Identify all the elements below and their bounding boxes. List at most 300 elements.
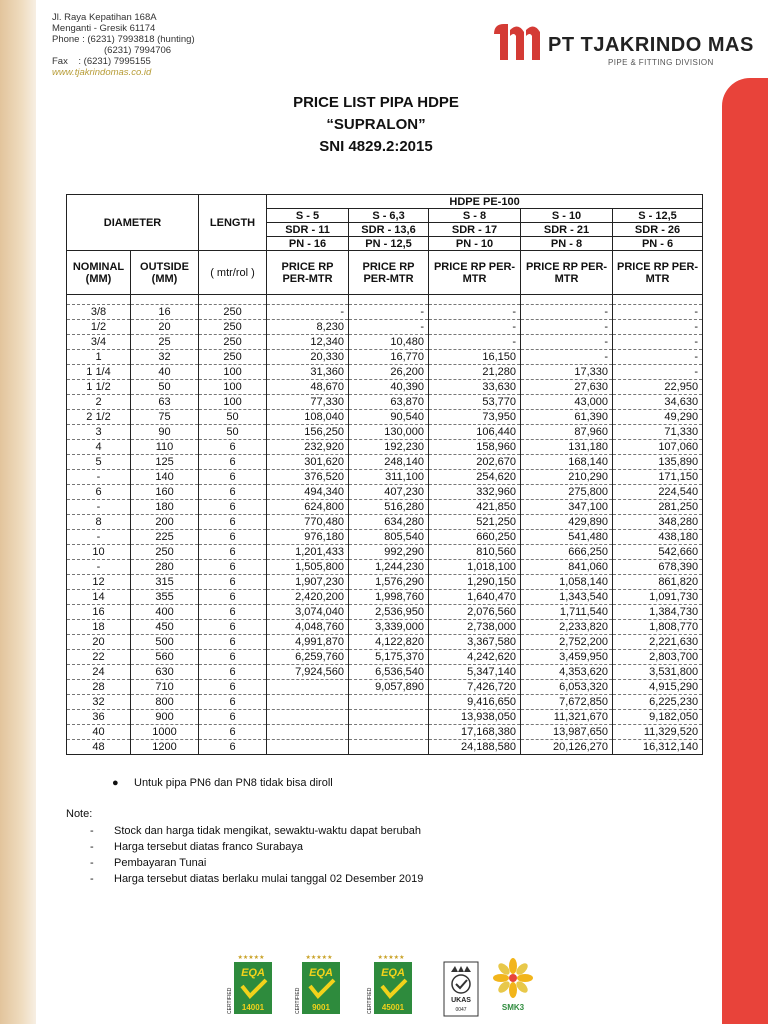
svg-text:★★★★★: ★★★★★ [377,955,405,961]
price-cell: 4,122,820 [349,635,429,650]
price-cell: 158,960 [429,440,521,455]
length-cell: 100 [199,395,267,410]
price-cell: 40,390 [349,380,429,395]
note-text: Pembayaran Tunai [114,857,207,869]
price-cell: 33,630 [429,380,521,395]
price-cell: 1,907,230 [267,575,349,590]
table-row [67,590,703,605]
bullet-note-text: Untuk pipa PN6 dan PN8 tidak bisa diroll [134,777,333,789]
nominal-cell: 1 1/2 [67,380,131,395]
header-price: PRICE RP PER-MTR [613,251,703,295]
length-cell: 6 [199,605,267,620]
note-text: Harga tersebut diatas berlaku mulai tanggal 02 Desember 2019 [114,873,424,885]
outside-cell: 90 [131,425,199,440]
svg-text:14001: 14001 [241,1003,265,1012]
header-sdr: SDR - 17 [429,223,521,237]
header-hdpe-group: HDPE PE-100 [267,195,703,209]
price-cell: 275,800 [521,485,613,500]
price-cell: 421,850 [429,500,521,515]
svg-text:EQA: EQA [309,967,333,979]
company-division: PIPE & FITTING DIVISION [608,58,714,67]
outside-cell: 250 [131,545,199,560]
nominal-cell: 24 [67,665,131,680]
header-price: PRICE RP PER-MTR [349,251,429,295]
right-decorative-band [722,78,768,1024]
price-cell: 16,770 [349,350,429,365]
table-row [67,710,703,725]
table-row [67,395,703,410]
nominal-cell: - [67,500,131,515]
price-cell: 2,233,820 [521,620,613,635]
table-row [67,680,703,695]
price-cell: 192,230 [349,440,429,455]
length-cell: 6 [199,485,267,500]
nominal-cell: 18 [67,620,131,635]
outside-cell: 560 [131,650,199,665]
price-cell: 12,340 [267,335,349,350]
price-cell: 1,998,760 [349,590,429,605]
price-cell: - [521,335,613,350]
price-cell: 6,536,540 [349,665,429,680]
outside-cell: 25 [131,335,199,350]
header-series: S - 12,5 [613,209,703,223]
outside-cell: 500 [131,635,199,650]
nominal-cell: 12 [67,575,131,590]
outside-cell: 75 [131,410,199,425]
price-cell: 407,230 [349,485,429,500]
nominal-cell: 1 1/4 [67,365,131,380]
length-cell: 6 [199,470,267,485]
price-cell: 7,672,850 [521,695,613,710]
length-cell: 100 [199,365,267,380]
price-cell: 521,250 [429,515,521,530]
outside-cell: 355 [131,590,199,605]
outside-cell: 125 [131,455,199,470]
header-mtr-rol: ( mtr/rol ) [199,251,267,295]
price-cell: 4,048,760 [267,620,349,635]
length-cell: 6 [199,725,267,740]
table-row [67,485,703,500]
price-cell: 347,100 [521,500,613,515]
price-cell: 130,000 [349,425,429,440]
outside-cell: 16 [131,305,199,320]
header-series: S - 10 [521,209,613,223]
price-cell: 61,390 [521,410,613,425]
price-cell: 1,505,800 [267,560,349,575]
note-title: Note: [66,808,93,820]
price-cell [267,725,349,740]
price-cell: 660,250 [429,530,521,545]
price-cell: 624,800 [267,500,349,515]
nominal-cell: 3 [67,425,131,440]
length-cell: 100 [199,380,267,395]
price-cell: 43,000 [521,395,613,410]
header-sdr: SDR - 21 [521,223,613,237]
outside-cell: 400 [131,605,199,620]
outside-cell: 110 [131,440,199,455]
price-cell: 348,280 [613,515,703,530]
bullet-dot: ● [112,777,119,789]
price-cell: 17,330 [521,365,613,380]
price-cell: 13,938,050 [429,710,521,725]
table-row [67,530,703,545]
price-cell [349,695,429,710]
logo-mark-icon [492,20,542,62]
outside-cell: 630 [131,665,199,680]
length-cell: 6 [199,575,267,590]
table-row [67,740,703,755]
svg-text:UKAS: UKAS [451,997,471,1004]
smk3-logo-icon [488,952,538,1018]
price-cell: 3,074,040 [267,605,349,620]
svg-text:CERTIFIED: CERTIFIED [367,987,373,1014]
svg-text:★★★★★: ★★★★★ [237,955,265,961]
price-cell: 248,140 [349,455,429,470]
price-cell: 7,426,720 [429,680,521,695]
length-cell: 250 [199,320,267,335]
svg-text:★★★★★: ★★★★★ [305,955,333,961]
outside-cell: 710 [131,680,199,695]
nominal-cell: 1/2 [67,320,131,335]
note-item: - Pembayaran Tunai [90,857,207,869]
nominal-cell: 28 [67,680,131,695]
note-text: Stock dan harga tidak mengikat, sewaktu-waktu dapat berubah [114,825,421,837]
title-line-2: “SUPRALON” [326,116,426,133]
price-cell: 1,091,730 [613,590,703,605]
phone-line: Phone : (6231) 7993818 (hunting) [52,34,195,45]
address-line: Menganti - Gresik 61174 [52,23,156,34]
nominal-cell: 22 [67,650,131,665]
price-cell: 48,670 [267,380,349,395]
price-cell: 168,140 [521,455,613,470]
length-cell: 6 [199,680,267,695]
header-sdr: SDR - 13,6 [349,223,429,237]
price-cell: 805,540 [349,530,429,545]
length-cell: 6 [199,620,267,635]
price-cell: 77,330 [267,395,349,410]
nominal-cell: - [67,530,131,545]
price-cell: 171,150 [613,470,703,485]
price-cell: 332,960 [429,485,521,500]
price-cell: 2,752,200 [521,635,613,650]
price-cell: 6,259,760 [267,650,349,665]
price-cell: 541,480 [521,530,613,545]
length-cell: 250 [199,350,267,365]
table-row [67,725,703,740]
price-cell: 6,053,320 [521,680,613,695]
price-cell: 1,711,540 [521,605,613,620]
header-nominal: NOMINAL (MM) [67,251,131,295]
header-sdr: SDR - 26 [613,223,703,237]
outside-cell: 200 [131,515,199,530]
price-cell: 20,330 [267,350,349,365]
price-cell: 135,890 [613,455,703,470]
table-row [67,425,703,440]
outside-cell: 900 [131,710,199,725]
table-row [67,515,703,530]
price-cell: 16,312,140 [613,740,703,755]
svg-text:EQA: EQA [241,967,265,979]
price-cell: 27,630 [521,380,613,395]
company-logo [492,20,754,72]
price-cell: 841,060 [521,560,613,575]
price-cell: 8,230 [267,320,349,335]
price-cell [267,710,349,725]
table-row [67,350,703,365]
length-cell: 6 [199,740,267,755]
price-cell: 20,126,270 [521,740,613,755]
price-cell: 254,620 [429,470,521,485]
price-cell: 1,290,150 [429,575,521,590]
length-cell: 50 [199,410,267,425]
price-cell: - [521,305,613,320]
website-link[interactable]: www.tjakrindomas.co.id [52,67,152,78]
length-cell: 6 [199,590,267,605]
outside-cell: 50 [131,380,199,395]
price-cell: 2,420,200 [267,590,349,605]
length-cell: 250 [199,305,267,320]
company-address [52,12,195,78]
phone-line: (6231) 7994706 [104,45,172,56]
price-cell: - [349,305,429,320]
company-name: PT TJAKRINDO MAS [548,34,754,56]
price-cell: - [613,365,703,380]
table-row [67,560,703,575]
table-row [67,635,703,650]
price-cell: - [613,335,703,350]
title-line-1: PRICE LIST PIPA HDPE [293,94,459,111]
table-row [67,470,703,485]
price-cell: 1,244,230 [349,560,429,575]
price-cell: 1,384,730 [613,605,703,620]
table-row [67,365,703,380]
header-price: PRICE RP PER-MTR [267,251,349,295]
table-row [67,575,703,590]
price-cell: 2,076,560 [429,605,521,620]
note-item: - Harga tersebut diatas franco Surabaya [90,841,303,853]
nominal-cell: 32 [67,695,131,710]
table-row [67,305,703,320]
price-cell: 73,950 [429,410,521,425]
price-cell: 4,353,620 [521,665,613,680]
outside-cell: 1200 [131,740,199,755]
price-cell: 2,536,950 [349,605,429,620]
length-cell: 6 [199,650,267,665]
nominal-cell: 2 [67,395,131,410]
price-cell: 7,924,560 [267,665,349,680]
svg-text:SMK3: SMK3 [501,1003,525,1012]
price-cell: - [613,350,703,365]
price-cell: 131,180 [521,440,613,455]
price-cell: - [349,320,429,335]
price-cell: 3,367,580 [429,635,521,650]
price-cell: 156,250 [267,425,349,440]
price-cell: 1,576,290 [349,575,429,590]
price-cell: 71,330 [613,425,703,440]
price-cell: 5,175,370 [349,650,429,665]
price-cell: 1,201,433 [267,545,349,560]
price-cell: 21,280 [429,365,521,380]
outside-cell: 280 [131,560,199,575]
header-pn: PN - 6 [613,237,703,251]
price-cell: 3,459,950 [521,650,613,665]
price-cell: 9,182,050 [613,710,703,725]
table-row [67,500,703,515]
nominal-cell: 14 [67,590,131,605]
price-cell: 976,180 [267,530,349,545]
nominal-cell: 20 [67,635,131,650]
price-cell: 1,058,140 [521,575,613,590]
price-cell [267,740,349,755]
price-cell: - [521,320,613,335]
length-cell: 6 [199,635,267,650]
table-row [67,440,703,455]
price-cell: 107,060 [613,440,703,455]
bullet-note [112,777,333,789]
price-cell: 1,343,540 [521,590,613,605]
note-text: Harga tersebut diatas franco Surabaya [114,841,303,853]
price-cell: 861,820 [613,575,703,590]
price-cell: 9,416,650 [429,695,521,710]
outside-cell: 40 [131,365,199,380]
price-cell: 494,340 [267,485,349,500]
eqa-iso-14001-badge-icon [226,952,276,1018]
length-cell: 6 [199,515,267,530]
outside-cell: 140 [131,470,199,485]
price-cell [349,710,429,725]
table-row [67,620,703,635]
eqa-iso-45001-badge-icon [366,952,416,1018]
length-cell: 50 [199,425,267,440]
price-cell [267,680,349,695]
nominal-cell: - [67,560,131,575]
price-cell: 53,770 [429,395,521,410]
price-cell: 311,100 [349,470,429,485]
svg-text:0047: 0047 [455,1007,467,1013]
price-table-body [67,295,703,755]
header-pn: PN - 16 [267,237,349,251]
price-cell: 1,018,100 [429,560,521,575]
price-cell: 9,057,890 [349,680,429,695]
price-cell: 429,890 [521,515,613,530]
header-sdr: SDR - 11 [267,223,349,237]
price-cell: 4,991,870 [267,635,349,650]
table-row [67,665,703,680]
nominal-cell: 40 [67,725,131,740]
length-cell: 6 [199,560,267,575]
note-item: - Harga tersebut diatas berlaku mulai tanggal 02 Desember 2019 [90,873,424,885]
svg-text:CERTIFIED: CERTIFIED [295,987,301,1014]
price-cell: 11,321,670 [521,710,613,725]
price-cell: 210,290 [521,470,613,485]
price-cell: 810,560 [429,545,521,560]
price-cell: 13,987,650 [521,725,613,740]
price-cell: 16,150 [429,350,521,365]
outside-cell: 315 [131,575,199,590]
eqa-iso-9001-badge-icon [294,952,344,1018]
title-line-3: SNI 4829.2:2015 [319,138,433,155]
fax-line: Fax : (6231) 7995155 [52,56,151,67]
price-cell: 11,329,520 [613,725,703,740]
spacer-row [67,295,703,305]
price-cell: 678,390 [613,560,703,575]
length-cell: 6 [199,440,267,455]
table-row [67,650,703,665]
svg-text:9001: 9001 [312,1003,330,1012]
header-series: S - 6,3 [349,209,429,223]
table-row [67,320,703,335]
price-cell: - [429,305,521,320]
price-cell: 1,808,770 [613,620,703,635]
price-cell: 6,225,230 [613,695,703,710]
outside-cell: 1000 [131,725,199,740]
price-cell: - [521,350,613,365]
price-cell: 87,960 [521,425,613,440]
outside-cell: 800 [131,695,199,710]
outside-cell: 450 [131,620,199,635]
price-cell: 4,915,290 [613,680,703,695]
ukas-accreditation-icon [438,952,488,1018]
outside-cell: 160 [131,485,199,500]
price-cell: 301,620 [267,455,349,470]
nominal-cell: 5 [67,455,131,470]
price-cell: - [429,320,521,335]
price-cell: 224,540 [613,485,703,500]
price-cell: 34,630 [613,395,703,410]
table-row [67,380,703,395]
price-cell: 90,540 [349,410,429,425]
table-row [67,695,703,710]
price-cell: - [429,335,521,350]
nominal-cell: - [67,470,131,485]
price-cell: 2,803,700 [613,650,703,665]
price-cell: 31,360 [267,365,349,380]
outside-cell: 63 [131,395,199,410]
address-line: Jl. Raya Kepatihan 168A [52,12,157,23]
header-pn: PN - 12,5 [349,237,429,251]
notes-list [90,823,423,887]
nominal-cell: 2 1/2 [67,410,131,425]
table-row [67,335,703,350]
nominal-cell: 4 [67,440,131,455]
outside-cell: 20 [131,320,199,335]
length-cell: 6 [199,545,267,560]
svg-text:CERTIFIED: CERTIFIED [227,987,233,1014]
price-cell: 516,280 [349,500,429,515]
price-cell: 10,480 [349,335,429,350]
price-cell: 281,250 [613,500,703,515]
price-cell: 992,290 [349,545,429,560]
length-cell: 6 [199,695,267,710]
price-cell: 24,188,580 [429,740,521,755]
price-list-title [0,92,768,158]
price-cell [349,725,429,740]
table-row [67,605,703,620]
note-item: - Stock dan harga tidak mengikat, sewaktu-waktu dapat berubah [90,825,421,837]
price-cell: 63,870 [349,395,429,410]
price-cell: 26,200 [349,365,429,380]
price-cell: 5,347,140 [429,665,521,680]
nominal-cell: 8 [67,515,131,530]
header-price: PRICE RP PER-MTR [521,251,613,295]
price-cell: 770,480 [267,515,349,530]
outside-cell: 32 [131,350,199,365]
header-series: S - 8 [429,209,521,223]
price-cell: 438,180 [613,530,703,545]
price-cell: 22,950 [613,380,703,395]
length-cell: 6 [199,500,267,515]
nominal-cell: 1 [67,350,131,365]
